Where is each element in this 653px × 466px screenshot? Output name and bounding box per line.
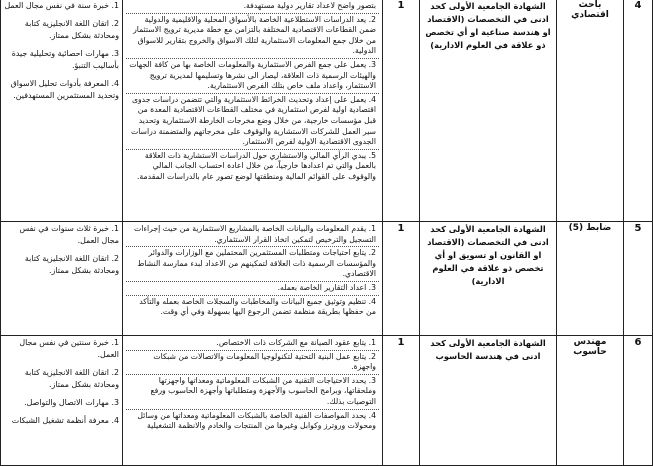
experience-requirements — [1, 222, 123, 336]
qualification: الشهادة الجامعية الأولى كحد ادنى في التخصصات (الاقتصاد او القانون او تسويق او أي تخصص ذو علاقة في العلوم الادارية) — [420, 222, 557, 336]
experience-item: 2. اتقان اللغة الانجليزية كتابة ومحادثة بشكل ممتاز. — [24, 254, 119, 275]
row-number: 5 — [624, 222, 653, 336]
task-item: 5. يبدي الرأي المالي والاستشاري حول الدراسات الاستشارية ذات العلاقة بالعمل والتي تم اعدادها خارجياً، من خلال اعادة احتساب الجانب المالي والوقوف على القوائم المالية ومنطقتها لوضع تصور عام بالدراسات المقدمة. — [136, 150, 376, 181]
experience-item: 3. مهارات الاتصال والتواصل. — [24, 398, 119, 407]
job-title: باحث اقتصادي — [557, 0, 624, 222]
job-tasks — [123, 0, 383, 222]
job-tasks — [123, 222, 383, 336]
job-title: مهندس حاسوب — [557, 336, 624, 466]
task-item: 2. يتابع عمل البنية التحتية لتكنولوجيا المعلومات والاتصالات من شبكات واجهزة. — [126, 351, 379, 375]
experience-item: 1. خبرة سنة في نفس مجال العمل — [4, 1, 119, 10]
job-tasks — [123, 336, 383, 466]
task-item: بتصور واضح لاعداد تقارير دولية مستهدفة. — [126, 0, 379, 14]
table-row — [1, 0, 653, 222]
qualification: الشهادة الجامعية الأولى كحد ادنى في هندسة الحاسوب — [420, 336, 557, 466]
experience-requirements — [1, 336, 123, 466]
task-item: 4. يعمل على إعداد وتحديث الخرائط الاستثمارية والتي تتضمن دراسات جدوى اقتصادية اولية لفرص استثمارية في مختلف القطاعات الاقتصادية المعدة من قبل مؤسسات خارجية، من خلال وضع مخرجات الخارطة الاستثمارية وتحديد سير العمل للشركات الاستشارية والوقوف على مخرجاتهم والمتضمنة دراسات الجدوى الاقتصادية الاولية لفرص الاستثمار. — [126, 94, 379, 150]
table-row — [1, 336, 653, 466]
task-item: 3. يحدد الاحتياجات التقنية من الشبكات المعلوماتية ومعداتها واجهزتها وملحقاتها، وبرامج الحاسوب والأجهزة ومتطلباتها وأجهزة الحاسوب ورفع التوصيات بذلك. — [126, 375, 379, 410]
task-item: 2. يتابع احتياجات ومتطلبات المستثمرين المحتملين مع الوزارات والدوائر والمؤسسات الرسمية ذات العلاقة لتمكينهم من الاعداد لبدء ممارسة النشاط الاقتصادي. — [126, 247, 379, 282]
task-item: 4. يحدد المواصفات الفنية الخاصة بالشبكات المعلوماتية ومعداتها من وسائل ومحولات وروترز وكوابل وغيرها من المنتجات والخادم والانظمة التشغيلية — [137, 410, 376, 431]
table-row — [1, 222, 653, 336]
row-number: 4 — [624, 0, 653, 222]
qualification: الشهادة الجامعية الأولى كحد ادنى في التخصصات (الاقتصاد او هندسة صناعية او أي تخصص ذو علاقة في العلوم الادارية) — [420, 0, 557, 222]
task-item: 2. يعد الدراسات الاستطلاعية الخاصة بالأسواق المحلية والاقليمية والدولية ضمن القطاعات الاقتصادية المختلفة بالتزامن مع خطة مديرية ترويج الاستثمار من خلال جمع المعلومات الاستثمارية لتلك الاسواق والخروج بتقارير للاسواق الدولية. — [126, 14, 379, 59]
experience-item: 1. خبرة سنتين في نفس مجال العمل. — [19, 338, 119, 359]
task-item: 3. اعداد التقارير الخاصة بعمله. — [126, 282, 379, 296]
experience-item: 4. معرفة أنظمة تشغيل الشبكات — [11, 416, 119, 425]
experience-item: 2. اتقان اللغة الانجليزية كتابة ومحادثة بشكل ممتاز. — [24, 19, 119, 40]
vacancy-count: 1 — [383, 336, 420, 466]
experience-item: 4. المعرفة بأدوات تحليل الاسواق وتحديد المستثمرين المستهدفين. — [10, 79, 119, 100]
job-title: ضابط (5) — [557, 222, 624, 336]
task-item: 1. يتابع عقود الصيانة مع الشركات ذات الاختصاص. — [126, 337, 379, 351]
task-item: 4. تنظيم وتوثيق جميع البيانات والمخاطبات والسجلات الخاصة بعمله والتأكد من حفظها بطريقة منظمة تضمن الرجوع اليها بسهولة وفي أي وقت. — [139, 296, 376, 317]
experience-item: 3. مهارات احصائية وتحليلية جيدة بأساليب التنبؤ. — [11, 49, 119, 70]
row-number: 6 — [624, 336, 653, 466]
experience-item: 2. اتقان اللغة الانجليزية كتابة ومحادثة بشكل ممتاز. — [24, 368, 119, 389]
vacancy-count: 1 — [383, 222, 420, 336]
experience-item: 1. خبرة ثلاث سنوات في نفس مجال العمل. — [19, 224, 119, 245]
experience-requirements — [1, 0, 123, 222]
vacancy-count: 1 — [383, 0, 420, 222]
task-item: 3. يعمل على جمع الفرص الاستثمارية والمعلومات الخاصة بها من كافة الجهات والهيئات الرسمية ذات العلاقة، ليصار الى نشرها وتسليمها لمديرية ترويج الاستثمار، واعداد ملف خاص بتلك الفرص الاستثمارية. — [126, 59, 379, 94]
task-item: 1. يقدم المعلومات والبيانات الخاصة بالمشاريع الاستثمارية من حيث إجراءات التسجيل والترخيص لتمكين اتخاذ القرار الاستثماري. — [126, 223, 379, 247]
